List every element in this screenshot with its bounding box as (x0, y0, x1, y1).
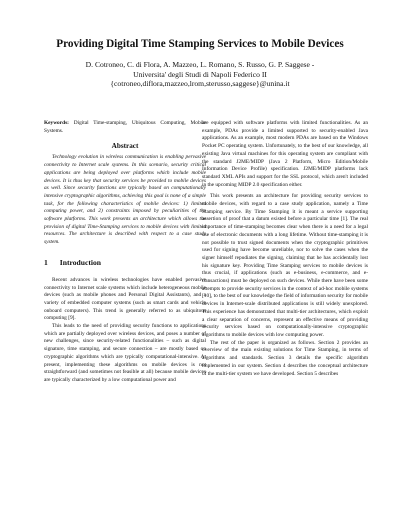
author-emails: {cotroneo,diflora,mazzeo,lrom,sterusso,saggese}@unina.it (110, 79, 290, 89)
keywords (44, 120, 206, 135)
paper-title: Providing Digital Time Stamping Services to Mobile Devices (56, 38, 344, 50)
section-heading-introduction (44, 258, 206, 268)
abstract-text: Technology evolution in wireless communication is enabling pervasive connectivity to Internet scale systems. In this scenario, security critical applications are being deployed over platforms which include mobile devices. It is thus key that security services be provided to mobile devices as well. Since security functions are typically based on computationally intensive cryptographic algorithms, achieving this goal is none of a simple task, for the following characteristics of mobile devices: 1) limited computing power, and 2) constraints imposed by peculiarities of the software platforms. This work presents an architecture which allows the provision of digital Time-Stamping services to mobile devices with limited resources. The architecture is described with respect to a case study system. (44, 154, 206, 246)
author-names: D. Cotroneo, C. di Flora, A. Mazzeo, L. Romano, S. Russo, G. P. Saggese - (85, 60, 315, 69)
abstract-heading: Abstract (111, 142, 139, 151)
right-paragraph-1: are equipped with software platforms with limited functionalities. As an example, PDAs provide a limited supported to security-enabled Java applications. As an example, most modern PDAs are based on the Windows Pocket PC operating system. Unfortunately, to the best of our knowledge, all existing Java virtual machines for this operating system are compliant with the standard J2ME/MIDP (Java 2 Platform, Micro Edition/Mobile Information Device Profile) specification. J2ME/MIDP platforms lack standard XML APIs and support for the SSL protocol, which aren't included in the upcoming MIDP 2.0 specification either. (202, 120, 368, 188)
author-block (0, 60, 400, 89)
keywords-text: Digital Time-stamping, Ubiquitous Computing, Mobile Systems. (44, 120, 206, 134)
left-column (44, 120, 206, 385)
intro-paragraph-1: Recent advances in wireless technologies have enabled pervasive connectivity to Internet scale systems which include heterogeneous mobile devices (such as mobile phones and Personal Digital Assistants), and a variety of embedded computer systems (such as smart cards and vehicle onboard computers). This trend is generally referred to as ubiquitous computing [9]. (44, 276, 206, 322)
section-number: 1 (44, 257, 48, 267)
right-paragraph-2: This work presents an architecture for providing security services to mobile devices, with regard to a case study application, namely a Time Stamping service. By Time Stamping it is meant a service supporting assertion of proof that a datum existed before a particular time [1]. The real importance of time-stamping becomes clear when there is a need for a legal use of electronic documents with a long lifetime. Without time-stamping it is not possible to trust signed documents when the cryptographic primitives used for signing have become unreliable, nor to solve the cases when the signer himself repudiates the signing, claiming that he has accidentally lost his signature key. Providing Time Stamping services to mobile devices is thus crucial, if applications (such as e-business, e-commerce, and e-transactions) must be deployed on such devices. While there have been some attempts to provide security services in the context of ad-hoc mobile systems [10], to the best of our knowledge the field of information security for mobile devices in Internet-scale distributed applications is still widely unexplored. This experience has demonstrated that multi-tier architectures, which exploit a clear separation of concerns, represent an effective means of providing security services based on computationally-intensive cryptographic algorithms to mobile devices with low computing power. (202, 193, 368, 338)
author-affiliation: Universita' degli Studi di Napoli Federico II (133, 69, 267, 79)
right-paragraph-3: The rest of the paper is organized as follows. Section 2 provides an overview of the main existing solutions for Time Stamping, in terms of algorithms and standards. Section 3 details the specific algorithm implemented in our system. Section 4 describes the conceptual architecture of the multi-tier system we have developed. Section 5 describes (202, 339, 368, 377)
right-column (202, 120, 368, 378)
intro-paragraph-2: This leads to the need of providing security functions to applications which are partially deployed over wireless devices, and poses a number of new challenges, since security-related functionalities – such as digital signature, time stamping, and secure connection – are mostly based on cryptographic algorithms which are typically computational-intensive. At present, implementing these algorithms on mobile devices is not straightforward (and sometimes not feasible at all) because mobile devices are typically characterized by a low computational power and (44, 323, 206, 383)
section-title: Introduction (59, 257, 102, 267)
keywords-label: Keywords: (44, 120, 69, 126)
